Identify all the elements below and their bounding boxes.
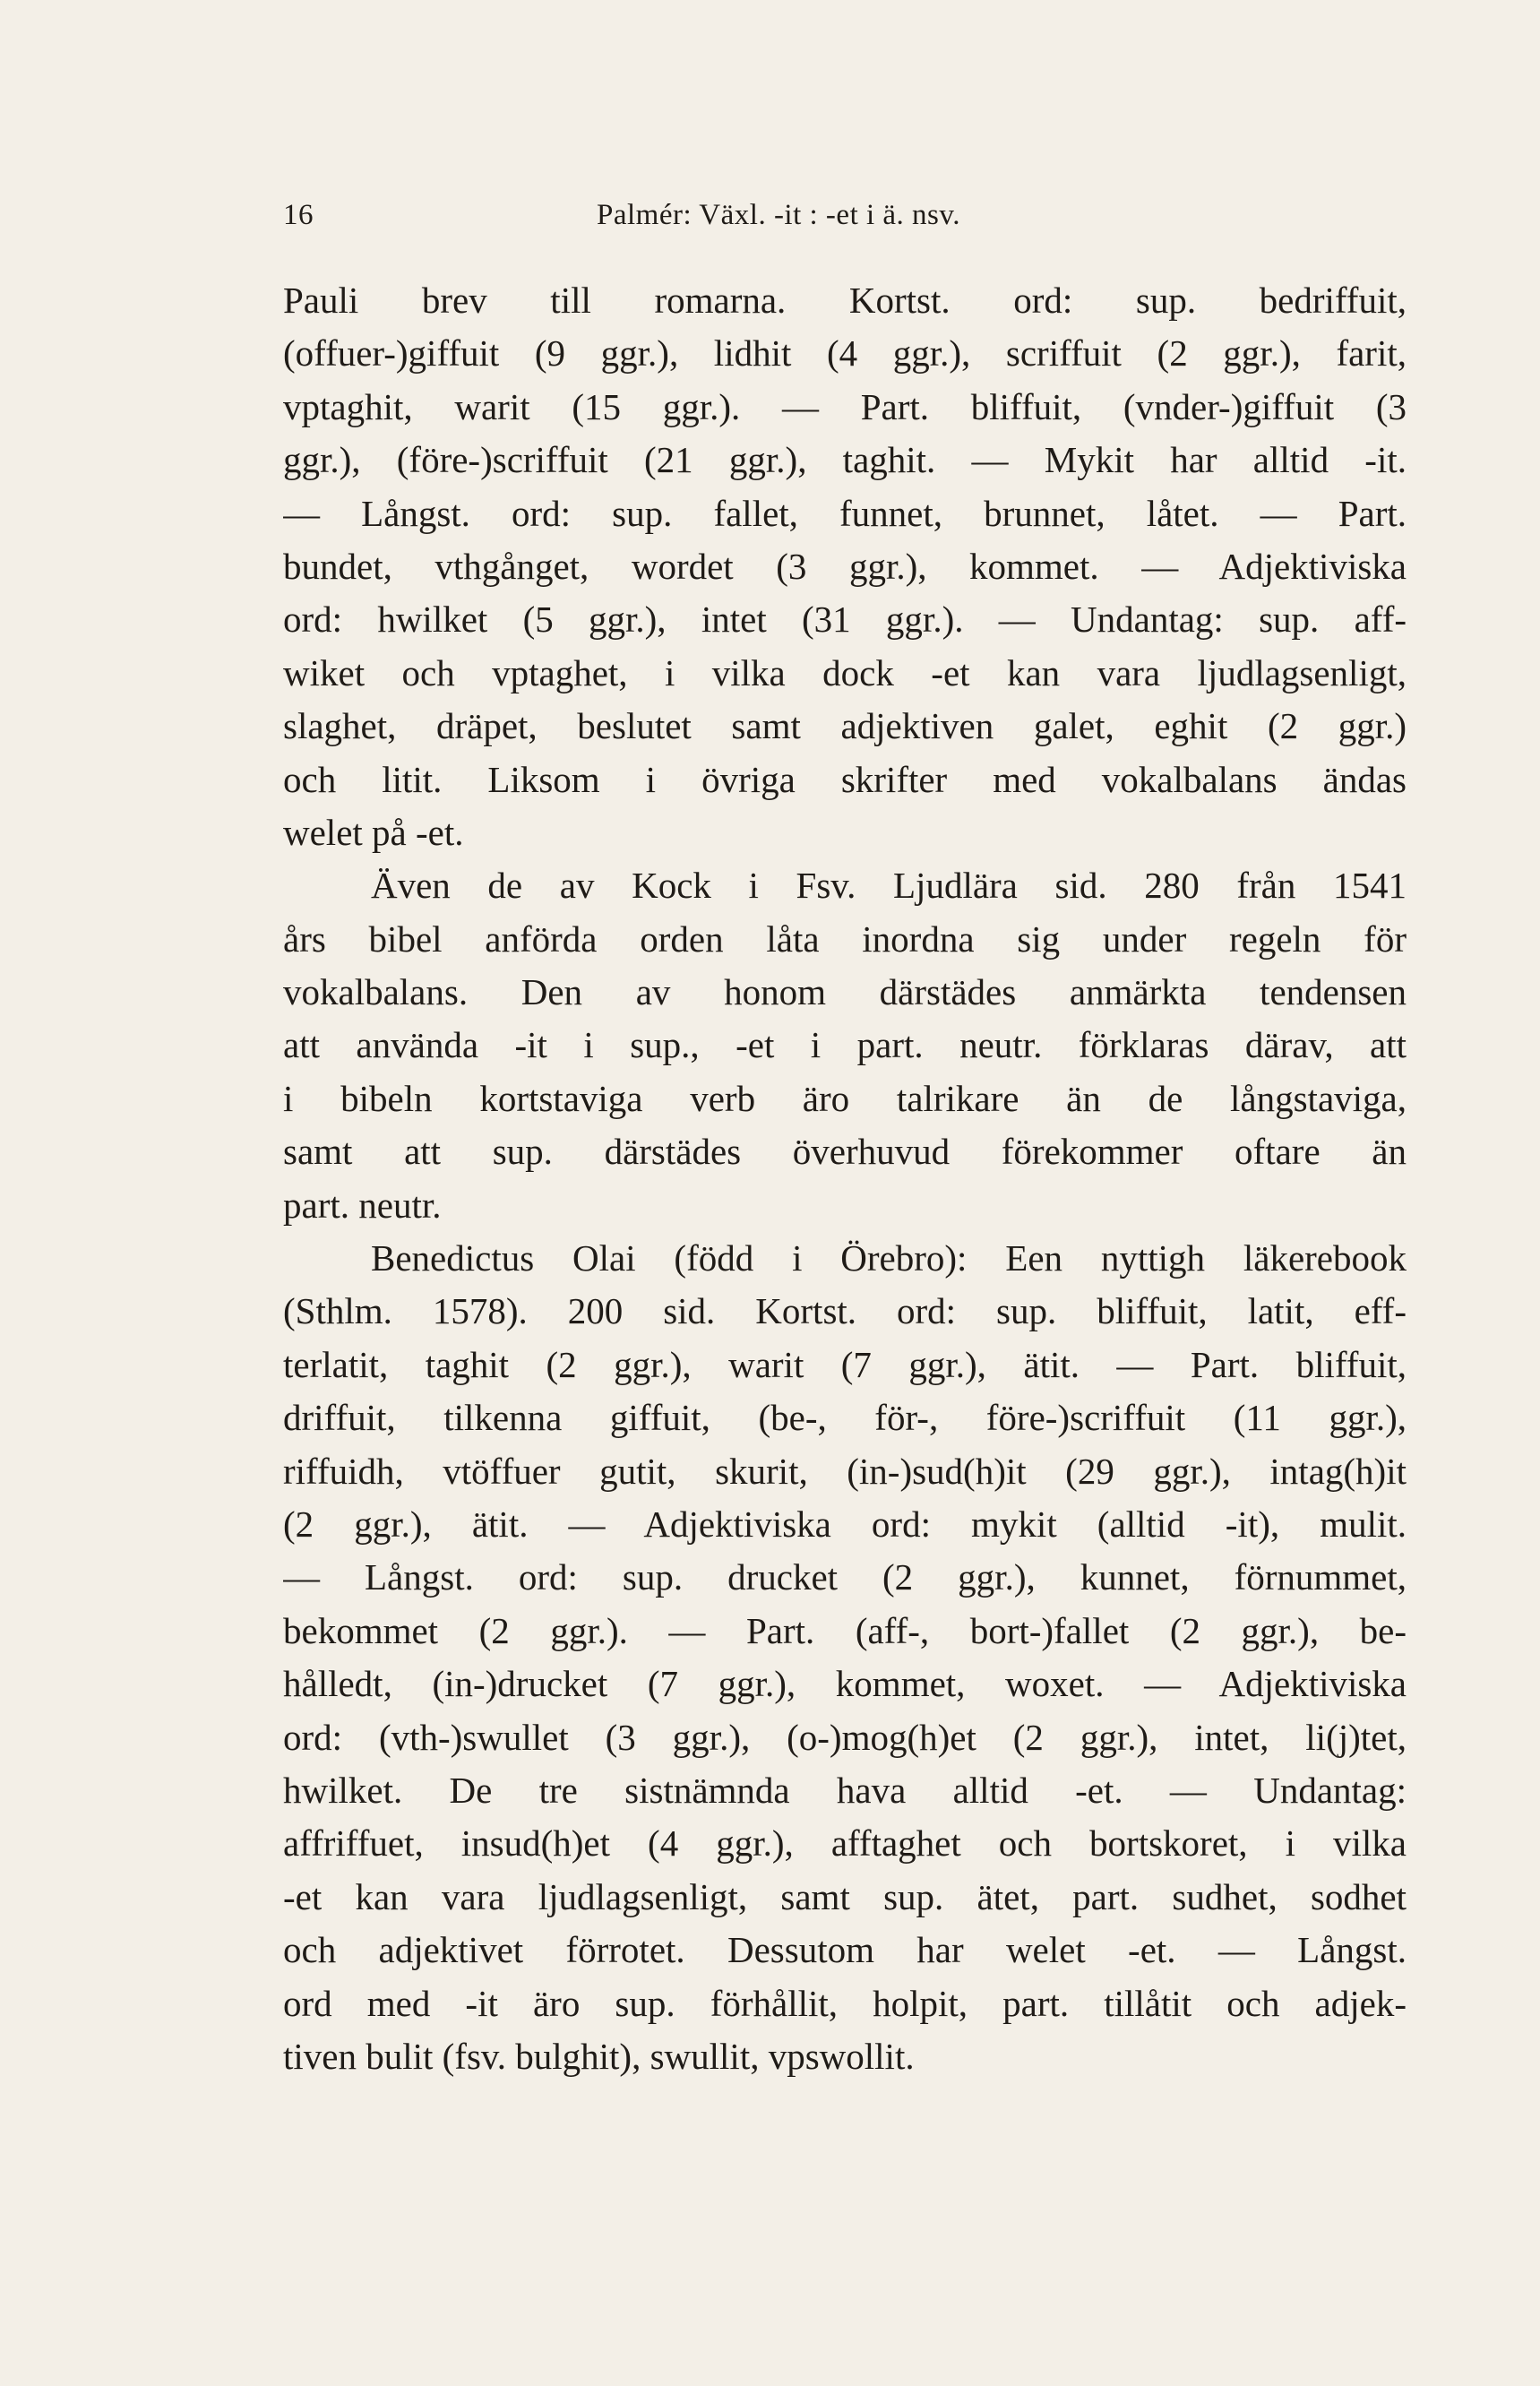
running-head-title: Palmér: Växl. -it : -et i ä. nsv. — [597, 199, 961, 231]
text-line: welet på -et. — [283, 811, 464, 853]
text-line: samt att sup. därstädes överhuvud förekommer oftare än — [283, 1131, 1407, 1173]
body-text — [283, 274, 1407, 2083]
text-line: -et kan vara ljudlagsenligt, samt sup. ätet, part. sudhet, sodhet — [283, 1875, 1407, 1917]
text-line: Benedictus Olai (född i Örebro): Een nyttigh läkerebook — [371, 1237, 1407, 1279]
text-line: (offuer-)giffuit (9 ggr.), lidhit (4 ggr.), scriffuit (2 ggr.), farit, — [283, 332, 1407, 375]
text-line: wiket och vptaghet, i vilka dock -et kan vara ljudlagsenligt, — [283, 651, 1407, 693]
text-line: tiven bulit (fsv. bulghit), swullit, vpswollit. — [283, 2035, 915, 2077]
text-line: och litit. Liksom i övriga skrifter med vokalbalans ändas — [283, 758, 1407, 800]
text-line: att använda -it i sup., -et i part. neutr. förklaras därav, att — [283, 1024, 1407, 1066]
text-line: Även de av Kock i Fsv. Ljudlära sid. 280 från 1541 — [371, 865, 1407, 907]
text-line: ord med -it äro sup. förhållit, holpit, part. tillåtit och adjek- — [283, 1982, 1407, 2024]
text-line: (Sthlm. 1578). 200 sid. Kortst. ord: sup. bliffuit, latit, eff- — [283, 1290, 1407, 1332]
text-line: — Långst. ord: sup. drucket (2 ggr.), kunnet, förnummet, — [283, 1556, 1407, 1598]
text-line: hwilket. De tre sistnämnda hava alltid -et. — Undantag: — [283, 1769, 1407, 1811]
text-line: — Långst. ord: sup. fallet, funnet, brunnet, låtet. — Part. — [283, 492, 1407, 534]
text-line: terlatit, taghit (2 ggr.), warit (7 ggr.), ätit. — Part. bliffuit, — [283, 1343, 1407, 1385]
text-line: Pauli brev till romarna. Kortst. ord: sup. bedriffuit, — [283, 280, 1407, 321]
text-line: och adjektivet förrotet. Dessutom har welet -et. — Långst. — [283, 1929, 1407, 1971]
text-line: affriffuet, insud(h)et (4 ggr.), afftaghet och bortskoret, i vilka — [283, 1822, 1407, 1865]
text-line: driffuit, tilkenna giffuit, (be-, för-, före-)scriffuit (11 ggr.), — [283, 1397, 1407, 1439]
page-number: 16 — [283, 199, 314, 231]
text-line: ggr.), (före-)scriffuit (21 ggr.), taghit. — Mykit har alltid -it. — [283, 439, 1407, 481]
text-line: part. neutr. — [283, 1184, 442, 1226]
text-line: i bibeln kortstaviga verb äro talrikare än de långstaviga, — [283, 1077, 1407, 1119]
text-line: riffuidh, vtöffuer gutit, skurit, (in-)sud(h)it (29 ggr.), intag(h)it — [283, 1450, 1407, 1492]
text-line: ord: hwilket (5 ggr.), intet (31 ggr.). — Undantag: sup. aff- — [283, 599, 1407, 641]
text-line: års bibel anförda orden låta inordna sig under regeln för — [283, 917, 1407, 960]
text-line: (2 ggr.), ätit. — Adjektiviska ord: mykit (alltid -it), mulit. — [283, 1503, 1407, 1545]
running-head — [283, 199, 1407, 253]
text-line: vptaghit, warit (15 ggr.). — Part. bliffuit, (vnder-)giffuit (3 — [283, 385, 1407, 427]
text-line: bundet, vthgånget, wordet (3 ggr.), kommet. — Adjektiviska — [283, 545, 1407, 587]
text-line: bekommet (2 ggr.). — Part. (aff-, bort-)fallet (2 ggr.), be- — [283, 1609, 1407, 1651]
text-line: ord: (vth-)swullet (3 ggr.), (o-)mog(h)et (2 ggr.), intet, li(j)tet, — [283, 1716, 1407, 1758]
text-line: hålledt, (in-)drucket (7 ggr.), kommet, woxet. — Adjektiviska — [283, 1663, 1407, 1705]
text-line: slaghet, dräpet, beslutet samt adjektiven galet, eghit (2 ggr.) — [283, 705, 1407, 747]
text-line: vokalbalans. Den av honom därstädes anmärkta tendensen — [283, 971, 1407, 1013]
